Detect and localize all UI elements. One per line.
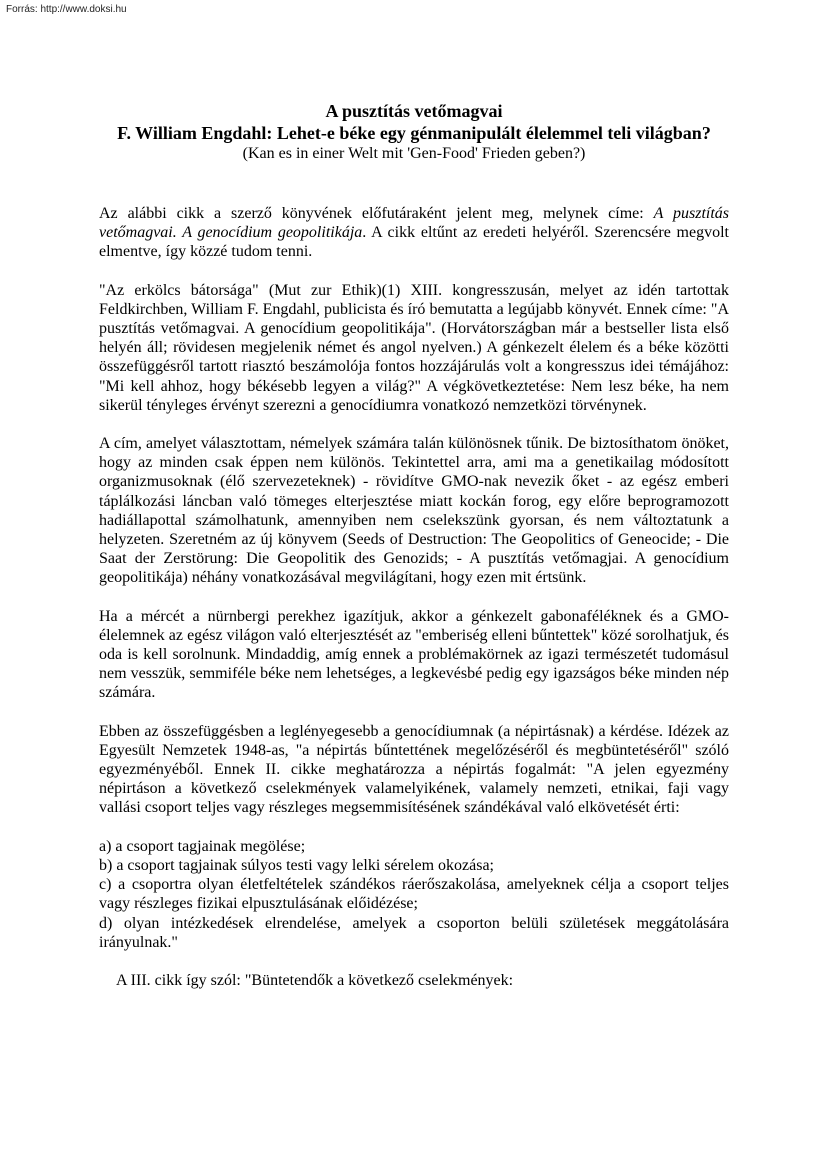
intro-text-before: Az alábbi cikk a szerző könyvének előfutáraként jelent meg, melynek címe:	[99, 205, 654, 222]
intro-book-title: A pusztítás vetőmagvai. A genocídium geopolitikája	[99, 205, 730, 242]
document-subtitle-author: F. William Engdahl: Lehet-e béke egy génmanipulált élelemmel teli világban?	[117, 123, 711, 143]
document-header	[99, 0, 729, 164]
paragraph-2: A cím, amelyet választottam, némelyek számára talán különösnek tűnik. De biztosíthatom önöket, hogy az minden csak éppen nem különös. Tekintettel arra, ami ma a genetikailag módosított organizmusoknak (élő szervezeteknek) - rövidítve GMO-nak nevezik őket - az egész emberi táplálkozási láncban való tömeges elterjesztése miatt kockán forog, egy előre beprogramozott hadiállapottal számolhatunk, amennyiben nem cselekszünk gyorsan, és nem változtatunk a helyzeten. Szeretném az új könyvem (Seeds of Destruction: The Geopolitics of Geneocide; - Die Saat der Zerstörung: Die Geopolitik des Genozids; - A pusztítás vetőmagjai. A genocídium geopolitikája) néhány vonatkozásával megvilágítani, hogy ezen mit értsünk.	[99, 435, 729, 587]
list-item: c) a csoportra olyan életfeltételek szándékos ráerőszakolása, amelyeknek célja a csoport teljes vagy részleges fizikai elpusztulásának előidézése;	[99, 876, 729, 913]
paragraph-4: Ebben az összefüggésben a leglényegesebb a genocídiumnak (a népirtásnak) a kérdése. Idézek az Egyesült Nemzetek 1948-as, "a népirtás bűntettének megelőzéséről és megbüntetéséről" szóló egyezményéből. Ennek II. cikke meghatározza a népirtás fogalmát: "A jelen egyezmény népirtáson a következő cselekmények valamelyikének, valamely nemzeti, etnikai, faji vagy vallási csoport teljes vagy részleges megsemmisítésének szándékával való elkövetését érti:	[99, 722, 729, 817]
document-body	[99, 204, 729, 990]
list-item: b) a csoport tagjainak súlyos testi vagy lelki sérelem okozása;	[99, 856, 494, 874]
paragraph-3: Ha a mércét a nürnbergi perekhez igazítjuk, akkor a génkezelt gabonaféléknek és a GMO-élelemnek az egész világon való elterjesztését az "emberiség elleni bűntettek" közé sorolhatjuk, és oda is kell sorolnunk. Mindaddig, amíg ennek a problémakörnek az igazi természetét tudomásul nem vesszük, semmiféle béke nem lehetséges, a legkevésbé pedig egy igazságos béke minden nép számára.	[99, 607, 729, 702]
document-page	[99, 0, 729, 990]
list-item: a) a csoport tagjainak megölése;	[99, 837, 306, 855]
intro-text-after: . A cikk eltűnt az eredeti helyéről. Szerencsére megvolt elmentve, így közzé tudom tenni.	[99, 224, 729, 261]
paragraph-1: "Az erkölcs bátorsága" (Mut zur Ethik)(1) XIII. kongresszusán, melyet az idén tartottak Feldkirchben, William F. Engdahl, publicista és író bemutatta a legújabb könyvét. Ennek címe: "A pusztítás vetőmagvai. A genocídium geopolitikája". (Horvátországban már a bestseller lista első helyén áll; rövidesen megjelenik német és angol nyelven.) A génkezelt élelem és a béke közötti összefüggésről tartott riasztó beszámolója fontos hozzájárulás volt a kongresszus idei témájához: "Mi kell ahhoz, hogy békésebb legyen a világ?" A végkövetkeztetése: Nem lesz béke, ha nem sikerül tényleges érvényt szerezni a genocídiumra vonatkozó nemzetközi törvénynek.	[99, 281, 729, 414]
document-german-subtitle: (Kan es in einer Welt mit 'Gen-Food' Frieden geben?)	[242, 145, 586, 162]
source-line: Forrás: http://www.doksi.hu	[6, 4, 127, 15]
closing-line: A III. cikk így szól: "Büntetendők a következő cselekmények:	[116, 971, 514, 989]
article-ii-list	[99, 837, 729, 952]
document-title: A pusztítás vetőmagvai	[325, 101, 503, 121]
list-item: d) olyan intézkedések elrendelése, amelyek a csoporton belüli születések meggátolására irányulnak."	[99, 914, 729, 951]
intro-paragraph	[99, 204, 729, 262]
